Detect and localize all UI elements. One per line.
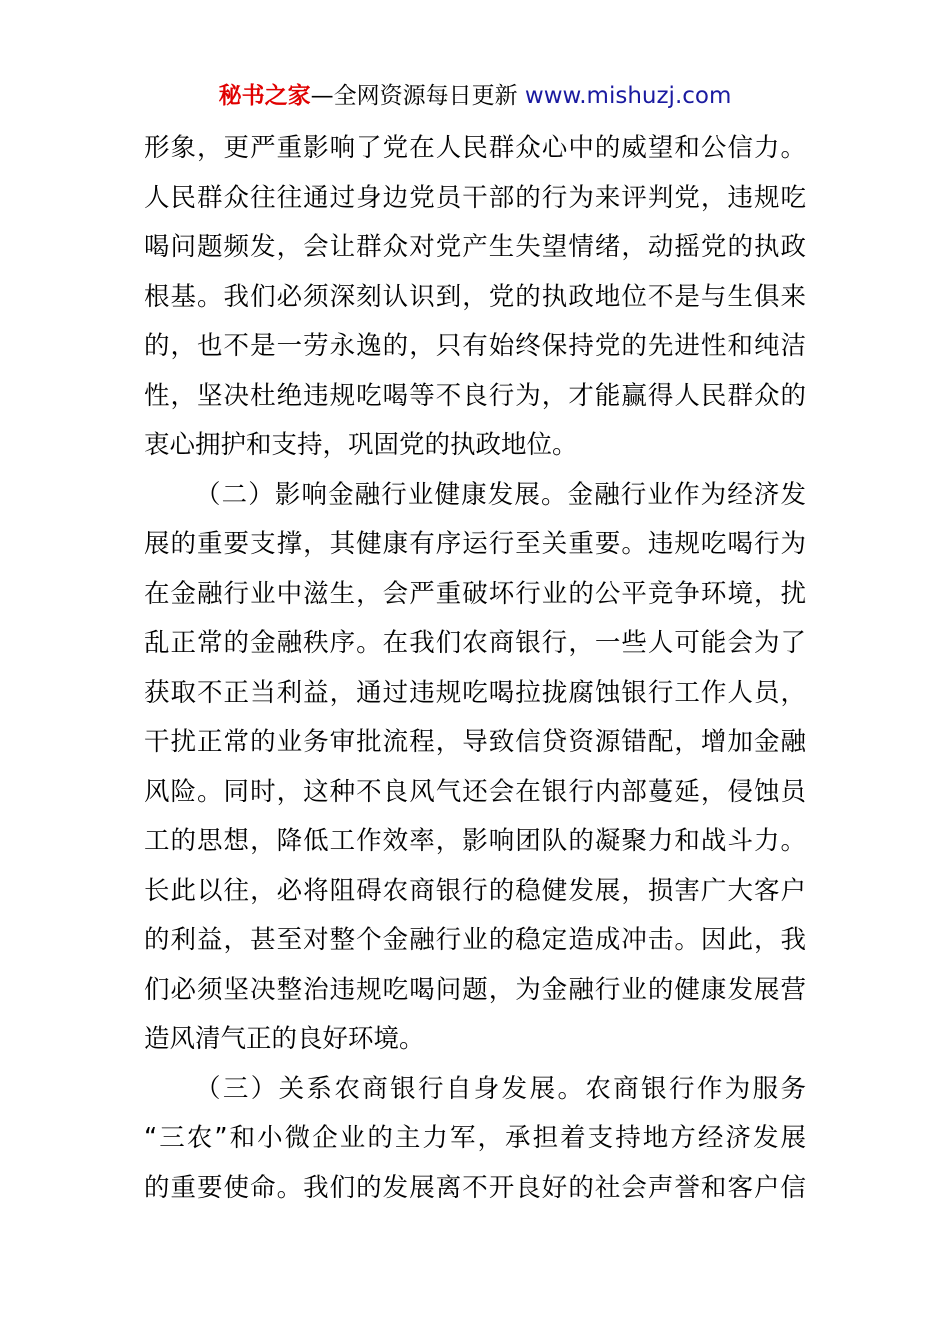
- text-line: 根基。我们必须深刻认识到，党的执政地位不是与生俱来: [144, 281, 806, 312]
- site-brand: 秘书之家: [218, 83, 311, 109]
- site-tagline: —全网资源每日更新: [310, 83, 525, 109]
- text-line: 人民群众往往通过身边党员干部的行为来评判党，违规吃: [144, 182, 806, 213]
- text-line: 的，也不是一劳永逸的，只有始终保持党的先进性和纯洁: [144, 331, 806, 361]
- text-line: 长此以往，必将阻碍农商银行的稳健发展，损害广大客户: [144, 875, 806, 906]
- text-line: 干扰正常的业务审批流程，导致信贷资源错配，增加金融: [144, 727, 806, 757]
- text-line: 在金融行业中滋生，会严重破坏行业的公平竞争环境，扰: [144, 578, 806, 609]
- text-line: 喝问题频发，会让群众对党产生失望情绪，动摇党的执政: [144, 232, 806, 262]
- text-line: “三农”和小微企业的主力军，承担着支持地方经济发展: [144, 1123, 806, 1153]
- text-line: 乱正常的金融秩序。在我们农商银行，一些人可能会为了: [144, 628, 806, 658]
- site-url[interactable]: www.mishuzj.com: [524, 83, 732, 109]
- text-line: 衷心拥护和支持，巩固党的执政地位。: [144, 430, 578, 460]
- text-line: 们必须坚决整治违规吃喝问题，为金融行业的健康发展营: [144, 974, 806, 1005]
- paragraph-heading-line: （三）关系农商银行自身发展。农商银行作为服务: [195, 1073, 806, 1104]
- text-line: 形象，更严重影响了党在人民群众心中的威望和公信力。: [144, 133, 806, 163]
- paragraph-heading-line: （二）影响金融行业健康发展。金融行业作为经济发: [195, 479, 806, 510]
- text-line: 展的重要支撑，其健康有序运行至关重要。违规吃喝行为: [144, 529, 806, 559]
- text-line: 工的思想，降低工作效率，影响团队的凝聚力和战斗力。: [144, 826, 806, 856]
- text-line: 的利益，甚至对整个金融行业的稳定造成冲击。因此，我: [144, 925, 806, 955]
- text-line: 获取不正当利益，通过违规吃喝拉拢腐蚀银行工作人员，: [144, 677, 806, 708]
- document-body: [144, 124, 806, 1213]
- text-line: 风险。同时，这种不良风气还会在银行内部蔓延，侵蚀员: [144, 776, 806, 807]
- site-header: [0, 80, 950, 112]
- text-line: 造风清气正的良好环境。: [144, 1024, 425, 1054]
- text-line: 性，坚决杜绝违规吃喝等不良行为，才能赢得人民群众的: [144, 380, 806, 411]
- text-line: 的重要使命。我们的发展离不开良好的社会声誉和客户信: [144, 1172, 806, 1203]
